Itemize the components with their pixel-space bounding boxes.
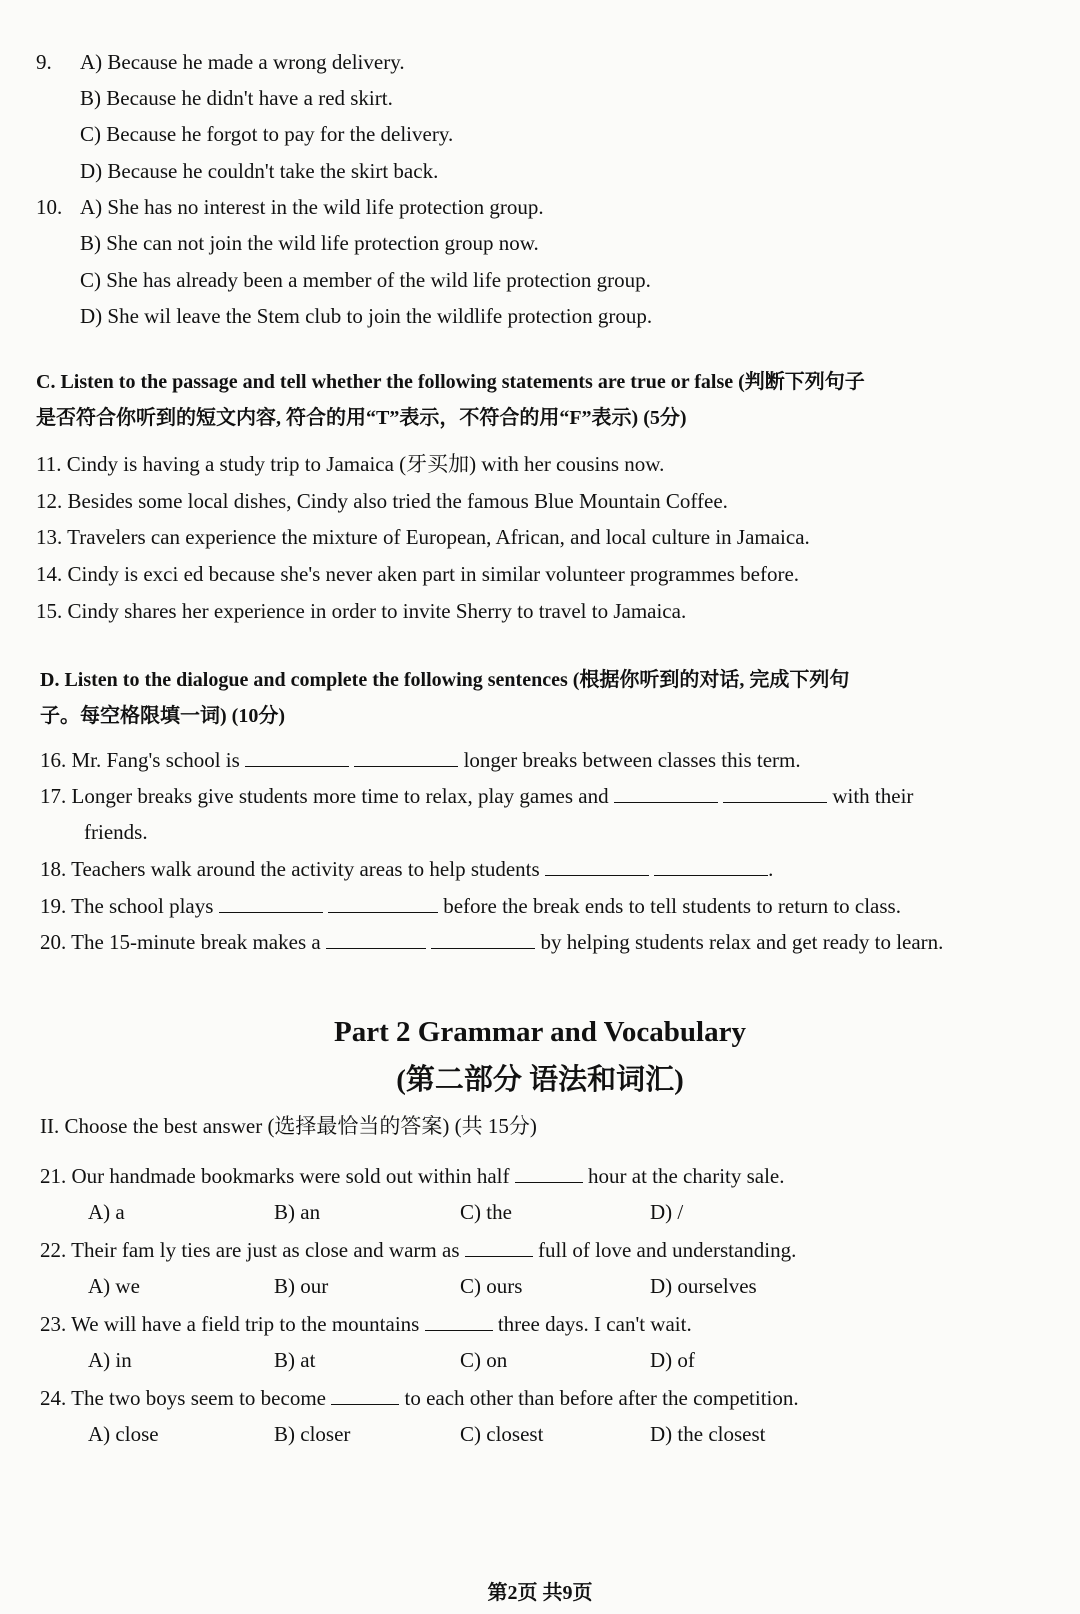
statement-15: 15. Cindy shares her experience in order to invite Sherry to travel to Jamaica. [36, 599, 687, 623]
sentence-17: 17. Longer breaks give students more time to relax, play games and with their [40, 784, 914, 808]
q9-option-a: 9. A) Because he made a wrong delivery. [36, 50, 405, 74]
blank-23[interactable] [425, 1310, 493, 1331]
blank-19a[interactable] [219, 892, 323, 913]
sentence-20: 20. The 15-minute break makes a by helping students relax and get ready to learn. [40, 930, 944, 954]
q23-option-b[interactable]: B) at [274, 1348, 316, 1372]
q22-option-a[interactable]: A) we [88, 1274, 140, 1298]
section-d-instruction-1: D. Listen to the dialogue and complete the following sentences (根据你听到的对话, 完成下列句 [40, 669, 850, 691]
q9-option-c: C) Because he forgot to pay for the delivery. [80, 122, 454, 146]
q22-option-d[interactable]: D) ourselves [650, 1274, 757, 1298]
blank-20a[interactable] [326, 928, 426, 949]
q21-option-b[interactable]: B) an [274, 1200, 321, 1224]
q9-option-b: B) Because he didn't have a red skirt. [80, 86, 393, 110]
q22-option-b[interactable]: B) our [274, 1274, 329, 1298]
section-c-instruction-1: C. Listen to the passage and tell whether the following statements are true or false (判断下列句子 [36, 371, 865, 393]
statement-11: 11. Cindy is having a study trip to Jamaica (牙买加) with her cousins now. [36, 452, 665, 476]
question-22: 22. Their fam ly ties are just as close and warm as full of love and understanding. [40, 1238, 797, 1262]
question-23: 23. We will have a field trip to the mountains three days. I can't wait. [40, 1312, 692, 1336]
sentence-17-continued: friends. [84, 820, 148, 844]
blank-16a[interactable] [245, 746, 349, 767]
q21-option-d[interactable]: D) / [650, 1200, 684, 1224]
statement-14: 14. Cindy is exci ed because she's never aken part in similar volunteer programmes before. [36, 562, 800, 586]
section-d-instruction-2: 子。每空格限填一词) (10分) [40, 705, 285, 727]
blank-20b[interactable] [431, 928, 535, 949]
q10-option-c: C) She has already been a member of the wild life protection group. [80, 268, 651, 292]
blank-18a[interactable] [545, 855, 649, 876]
q10-option-d: D) She wil leave the Stem club to join the wildlife protection group. [80, 304, 653, 328]
blank-24[interactable] [331, 1384, 399, 1405]
section-c-instruction-2: 是否符合你听到的短文内容, 符合的用“T”表示，不符合的用“F”表示) (5分) [36, 407, 687, 429]
statement-13: 13. Travelers can experience the mixture of European, African, and local culture in Jamaica. [36, 525, 810, 549]
q24-option-c[interactable]: C) closest [460, 1422, 544, 1446]
question-21: 21. Our handmade bookmarks were sold out within half hour at the charity sale. [40, 1164, 785, 1188]
q22-option-c[interactable]: C) ours [460, 1274, 523, 1298]
q23-option-c[interactable]: C) on [460, 1348, 508, 1372]
q24-option-b[interactable]: B) closer [274, 1422, 351, 1446]
q24-option-d[interactable]: D) the closest [650, 1422, 766, 1446]
q23-option-d[interactable]: D) of [650, 1348, 695, 1372]
sentence-18: 18. Teachers walk around the activity areas to help students . [40, 857, 774, 881]
sentence-16: 16. Mr. Fang's school is longer breaks between classes this term. [40, 748, 801, 772]
statement-12: 12. Besides some local dishes, Cindy also tried the famous Blue Mountain Coffee. [36, 489, 728, 513]
blank-16b[interactable] [354, 746, 458, 767]
blank-17b[interactable] [723, 782, 827, 803]
part2-title: Part 2 Grammar and Vocabulary [334, 1016, 746, 1048]
q10-option-b: B) She can not join the wild life protection group now. [80, 231, 539, 255]
q21-option-c[interactable]: C) the [460, 1200, 512, 1224]
blank-19b[interactable] [328, 892, 438, 913]
sentence-19: 19. The school plays before the break ends to tell students to return to class. [40, 894, 901, 918]
q21-option-a[interactable]: A) a [88, 1200, 125, 1224]
blank-21[interactable] [515, 1162, 583, 1183]
blank-17a[interactable] [614, 782, 718, 803]
page-number: 第2页 共9页 [487, 1582, 593, 1604]
part2-subtitle: (第二部分 语法和词汇) [396, 1064, 684, 1096]
q9-option-d: D) Because he couldn't take the skirt back. [80, 159, 439, 183]
question-24: 24. The two boys seem to become to each other than before after the competition. [40, 1386, 799, 1410]
q24-option-a[interactable]: A) close [88, 1422, 159, 1446]
blank-18b[interactable] [654, 855, 768, 876]
q10-option-a: 10. A) She has no interest in the wild life protection group. [36, 195, 544, 219]
section-ii-heading: II. Choose the best answer (选择最恰当的答案) (共 15分) [40, 1114, 537, 1138]
blank-22[interactable] [465, 1236, 533, 1257]
q23-option-a[interactable]: A) in [88, 1348, 132, 1372]
